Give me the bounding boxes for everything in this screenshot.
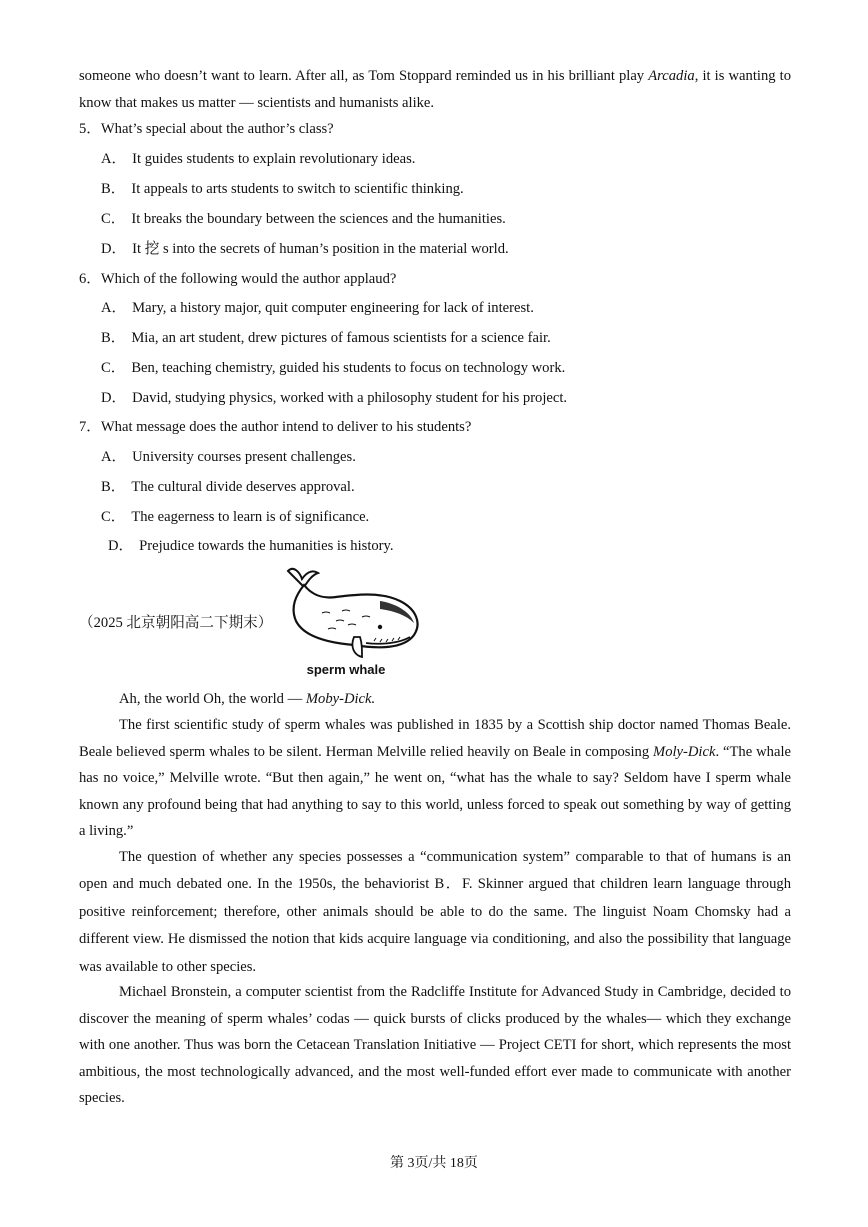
option-text: Mary, a history major, quit computer engineering for lack of interest. xyxy=(132,300,534,316)
play-title: Arcadia xyxy=(648,68,695,84)
option-label: D． xyxy=(108,538,134,554)
epigraph-title: Moby-Dick. xyxy=(305,691,376,707)
option-text: It 挖 s into the secrets of human’s position in the material world. xyxy=(132,241,509,257)
option-label: D． xyxy=(101,390,127,406)
passage-source: （2025 北京朝阳高二下期末） xyxy=(79,615,273,631)
option-text: The cultural divide deserves approval. xyxy=(131,479,355,495)
option-text: University courses present challenges. xyxy=(132,449,356,465)
question-6 xyxy=(79,269,396,289)
option-text: Mia, an art student, drew pictures of famous scientists for a science fair. xyxy=(131,330,551,346)
question-number: 5． xyxy=(79,121,101,137)
option-5d xyxy=(101,239,509,259)
option-label: B． xyxy=(101,330,126,346)
intro-text-after: , it is wanting to know that makes us matter — scientists and humanists alike. xyxy=(79,68,791,111)
page-number-footer: 第 3页/共 18页 xyxy=(390,1156,478,1171)
epigraph xyxy=(119,689,375,709)
option-7c xyxy=(101,507,369,527)
question-number: 6． xyxy=(79,271,101,287)
question-5 xyxy=(79,119,334,139)
option-5b xyxy=(101,179,464,199)
option-text: The eagerness to learn is of significance. xyxy=(131,509,370,525)
option-label: A． xyxy=(101,449,127,465)
book-title: Moly-Dick xyxy=(653,743,716,760)
intro-paragraph xyxy=(79,63,791,116)
option-text: It breaks the boundary between the sciences and the humanities. xyxy=(131,211,506,227)
option-label: A． xyxy=(101,300,127,316)
epigraph-text: Ah, the world Oh, the world — xyxy=(119,691,306,707)
option-text: It guides students to explain revolutionary ideas. xyxy=(132,151,416,167)
option-label: B． xyxy=(101,479,126,495)
option-6a xyxy=(101,298,534,318)
option-7a xyxy=(101,447,356,467)
option-7d xyxy=(108,536,394,556)
option-6c xyxy=(101,358,565,378)
question-stem: Which of the following would the author applaud? xyxy=(100,271,397,287)
question-number: 7． xyxy=(79,419,101,435)
option-5c xyxy=(101,209,506,229)
option-label: B． xyxy=(101,181,126,197)
option-6b xyxy=(101,328,551,348)
question-stem: What message does the author intend to deliver to his students? xyxy=(100,419,472,435)
option-label: A． xyxy=(101,151,127,167)
question-7 xyxy=(79,417,471,437)
option-text: Ben, teaching chemistry, guided his students to focus on technology work. xyxy=(131,360,566,376)
passage-paragraph-3: Michael Bronstein, a computer scientist from the Radcliffe Institute for Advanced Study in Cambridge, decided to discover the meaning of sperm whales’ codas — quick bursts of clicks produced by the whales— which they exchange with one another. Thus was born the Cetacean Translation Initiative — Project CETI for short, which represents the most ambitious, the most technologically advanced, and the most well-funded effort ever made to communicate with another species. xyxy=(79,984,791,1107)
intro-text-before: someone who doesn’t want to learn. After all, as Tom Stoppard reminded us in his brilliant play xyxy=(79,68,649,84)
sperm-whale-illustration xyxy=(282,563,424,681)
option-5a xyxy=(101,149,415,169)
whale-tail xyxy=(288,569,318,587)
passage-paragraph-2: The question of whether any species possesses a “communication system” comparable to that of humans is an open and much debated one. In the 1950s, the behaviorist B．F. Skinner argued that children learn language through positive reinforcement; therefore, other animals should be able to do the same. The linguist Noam Chomsky had a different view. He dismissed the notion that kids acquire language via conditioning, and also the possibility that language was available to other species. xyxy=(79,849,791,975)
option-text: David, studying physics, worked with a philosophy student for his project. xyxy=(132,390,568,406)
option-label: C． xyxy=(101,509,126,525)
option-label: C． xyxy=(101,360,126,376)
option-text: It appeals to arts students to switch to scientific thinking. xyxy=(131,181,464,197)
option-label: C． xyxy=(101,211,126,227)
option-6d xyxy=(101,388,567,408)
option-7b xyxy=(101,477,355,497)
option-text: Prejudice towards the humanities is history. xyxy=(139,538,394,554)
question-stem: What’s special about the author’s class? xyxy=(100,121,334,137)
whale-caption: sperm whale xyxy=(306,662,386,677)
passage-paragraph-1: The first scientific study of sperm whales was published in 1835 by a Scottish ship doctor named Thomas Beale. Beale believed sperm whales to be silent. Herman Melville relied heavily on Beale in composing Moly-Dick. “The whale has no voice,” Melville wrote. “But then again,” he went on, “what has the whale to say? Seldom have I sperm whale known any profound being that had anything to say to this world, unless forced to speak out something by way of getting a living.” xyxy=(79,717,791,840)
option-label: D． xyxy=(101,241,127,257)
